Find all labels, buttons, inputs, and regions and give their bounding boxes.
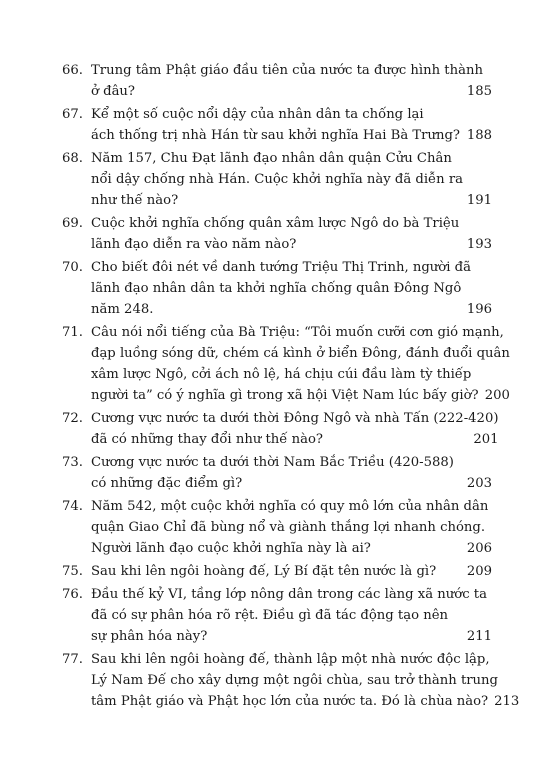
toc-entry xyxy=(62,452,492,494)
entry-line: nổi dậy chống nhà Hán. Cuộc khởi nghĩa này đã diễn ra xyxy=(91,172,464,187)
toc-entry xyxy=(62,496,492,559)
toc-entry xyxy=(62,257,492,320)
entry-last-row xyxy=(91,626,492,647)
entry-last-row xyxy=(91,473,492,494)
entry-line: Năm 157, Chu Đạt lãnh đạo nhân dân quận Cửu Chân xyxy=(91,151,452,166)
entry-text xyxy=(91,257,492,320)
entry-text xyxy=(91,496,492,559)
page-number: 211 xyxy=(466,629,492,644)
entry-line: lãnh đạo nhân dân ta khởi nghĩa chống quân Đông Ngô xyxy=(91,281,462,296)
page-number: 201 xyxy=(473,432,499,447)
entry-number: 75. xyxy=(62,564,83,579)
entry-line: như thế nào? xyxy=(91,193,179,208)
toc-entry xyxy=(62,104,492,146)
entry-text xyxy=(91,561,492,582)
entry-line: sự phân hóa này? xyxy=(91,629,208,644)
entry-last-row xyxy=(91,429,498,450)
entry-number: 74. xyxy=(62,499,83,514)
entry-line: Sau khi lên ngôi hoàng đế, thành lập một nhà nước độc lập, xyxy=(91,652,490,667)
entry-line: xâm lược Ngô, cởi ách nô lệ, há chịu cúi đầu làm tỳ thiếp xyxy=(91,367,472,382)
entry-number: 69. xyxy=(62,216,83,231)
toc-entry xyxy=(62,649,520,712)
entry-text xyxy=(91,452,492,494)
entry-line: Người lãnh đạo cuộc khởi nghĩa này là ai? xyxy=(91,541,371,556)
entry-text xyxy=(91,104,492,146)
toc-entry xyxy=(62,322,510,406)
toc-entry xyxy=(62,60,492,102)
page-number: 200 xyxy=(484,388,510,403)
page-number: 209 xyxy=(466,564,492,579)
entry-line: người ta” có ý nghĩa gì trong xã hội Việt Nam lúc bấy giờ? xyxy=(91,388,479,403)
entry-line: Lý Nam Đế cho xây dựng một ngôi chùa, sau trở thành trung xyxy=(91,673,498,688)
entry-line: đạp luồng sóng dữ, chém cá kình ở biển Đông, đánh đuổi quân xyxy=(91,346,510,361)
page-number: 213 xyxy=(494,694,520,709)
entry-line: quận Giao Chỉ đã bùng nổ và giành thắng lợi nhanh chóng. xyxy=(91,520,486,535)
entry-number: 72. xyxy=(62,411,83,426)
entry-text xyxy=(91,60,492,102)
entry-last-row xyxy=(91,538,492,559)
entry-line: tâm Phật giáo và Phật học lớn của nước ta. Đó là chùa nào? xyxy=(91,694,489,709)
page-number: 206 xyxy=(466,541,492,556)
entry-text xyxy=(91,322,510,406)
entry-number: 76. xyxy=(62,587,83,602)
entry-last-row xyxy=(91,385,510,406)
entry-line: Năm 542, một cuộc khởi nghĩa có quy mô lớn của nhân dân xyxy=(91,499,489,514)
entry-line: đã có những thay đổi như thế nào? xyxy=(91,432,323,447)
entry-last-row xyxy=(91,234,492,255)
entry-text xyxy=(91,408,498,450)
entry-number: 73. xyxy=(62,455,83,470)
entry-line: Cho biết đôi nét về danh tướng Triệu Thị Trinh, người đã xyxy=(91,260,471,275)
entry-line: Cuộc khởi nghĩa chống quân xâm lược Ngô do bà Triệu xyxy=(91,216,460,231)
entry-line: Kể một số cuộc nổi dậy của nhân dân ta chống lại xyxy=(91,107,424,122)
toc-entry xyxy=(62,213,492,255)
entry-line: năm 248. xyxy=(91,302,154,317)
entry-line: Sau khi lên ngôi hoàng đế, Lý Bí đặt tên nước là gì? xyxy=(91,564,437,579)
entry-last-row xyxy=(91,190,492,211)
entry-line: đã có sự phân hóa rõ rệt. Điều gì đã tác động tạo nên xyxy=(91,608,449,623)
entry-line: Câu nói nổi tiếng của Bà Triệu: “Tôi muốn cưỡi cơn gió mạnh, xyxy=(91,325,504,340)
entry-line: lãnh đạo diễn ra vào năm nào? xyxy=(91,237,297,252)
entry-line: ở đâu? xyxy=(91,84,135,99)
entry-last-row xyxy=(91,125,492,146)
entry-last-row xyxy=(91,81,492,102)
entry-text xyxy=(91,213,492,255)
page-number: 191 xyxy=(466,193,492,208)
entry-number: 68. xyxy=(62,151,83,166)
toc-entry xyxy=(62,584,492,647)
entry-line: ách thống trị nhà Hán từ sau khởi nghĩa Hai Bà Trưng? xyxy=(91,128,460,143)
table-of-contents xyxy=(62,60,520,714)
entry-number: 66. xyxy=(62,63,83,78)
toc-entry xyxy=(62,148,492,211)
toc-entry xyxy=(62,561,492,582)
page-number: 196 xyxy=(466,302,492,317)
entry-line: Đầu thế kỷ VI, tầng lớp nông dân trong các làng xã nước ta xyxy=(91,587,487,602)
entry-text xyxy=(91,584,492,647)
entry-line: Trung tâm Phật giáo đầu tiên của nước ta được hình thành xyxy=(91,63,483,78)
page-number: 185 xyxy=(466,84,492,99)
page-number: 188 xyxy=(466,128,492,143)
entry-number: 70. xyxy=(62,260,83,275)
entry-number: 77. xyxy=(62,652,83,667)
entry-text xyxy=(91,649,519,712)
page-number: 203 xyxy=(466,476,492,491)
toc-entry xyxy=(62,408,499,450)
entry-line: có những đặc điểm gì? xyxy=(91,476,243,491)
entry-last-row xyxy=(91,561,492,582)
entry-line: Cương vực nước ta dưới thời Đông Ngô và nhà Tấn (222-420) xyxy=(91,411,499,426)
entry-last-row xyxy=(91,691,519,712)
entry-number: 67. xyxy=(62,107,83,122)
entry-text xyxy=(91,148,492,211)
entry-last-row xyxy=(91,299,492,320)
page-number: 193 xyxy=(466,237,492,252)
entry-number: 71. xyxy=(62,325,83,340)
entry-line: Cương vực nước ta dưới thời Nam Bắc Triều (420-588) xyxy=(91,455,454,470)
